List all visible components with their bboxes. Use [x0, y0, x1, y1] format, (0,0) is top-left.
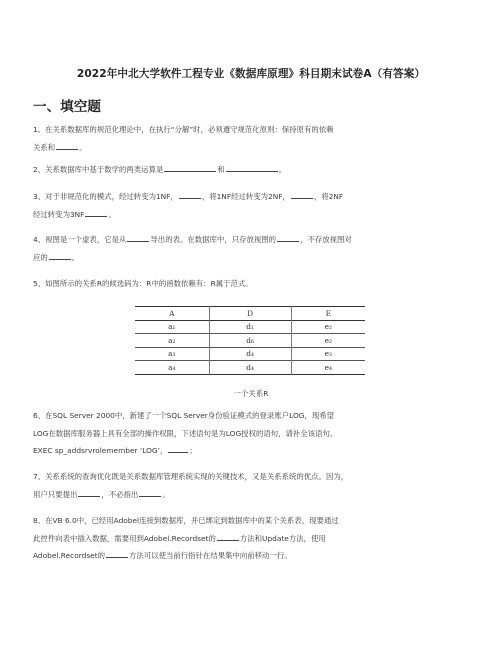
answer-blank[interactable] — [226, 162, 278, 172]
table-header-cell: A — [169, 308, 175, 318]
table-row — [135, 334, 365, 348]
table-cell: d₁ — [209, 320, 291, 334]
question-8-line-1: 8、在VB 6.0中，已经用Adobel连接到数据库，并已绑定到数据库中的某个关系表，现要通过 — [33, 516, 339, 525]
table-cell: d₄ — [209, 347, 291, 361]
question-7-line-2: 用户只要提出 ，不必指出 。 — [33, 486, 473, 504]
question-3-line-1: 3、对于非规范化的模式，经过转变为1NF， ，将1NF经过转变为2NF， ，将2NF — [33, 188, 473, 206]
question-6-line-2: LOG在数据库服务器上具有全部的操作权限，下述语句是为LOG授权的语句，请补全该语句。 — [33, 428, 338, 438]
question-5 — [33, 275, 473, 293]
question-1-line-2: 关系和 。 — [33, 139, 473, 157]
answer-blank[interactable] — [85, 207, 107, 217]
table-caption: 一个关系R — [233, 389, 269, 398]
table-row — [135, 361, 365, 375]
question-6-line-1: 6、在SQL Server 2000中，新建了一个SQL Server身份验证模式的登录账户LOG，现希望 — [33, 411, 335, 420]
question-2-line-1: 2、关系数据库中基于数学的两类运算是 和 。 — [33, 161, 473, 179]
answer-blank[interactable] — [291, 189, 313, 199]
question-4 — [33, 231, 473, 266]
answer-blank[interactable] — [179, 189, 201, 199]
question-2 — [33, 161, 473, 179]
section-heading: 一、填空题 — [33, 99, 101, 115]
table-header-cell: E — [291, 307, 365, 321]
table-header-row — [135, 307, 365, 321]
question-4-line-1: 4、视图是一个虚表，它是从 导出的表。在数据库中，只存放视图的 ，不存放视图对 — [33, 231, 473, 249]
answer-blank[interactable] — [139, 487, 161, 497]
answer-blank[interactable] — [217, 531, 239, 541]
table-cell: a₁ — [168, 322, 176, 332]
table-row — [135, 347, 365, 361]
question-5-line-1: 5、如图所示的关系R的候选码为：R中的函数依赖有：R属于范式。 — [33, 279, 253, 288]
table-cell: e₂ — [291, 320, 365, 334]
page-title: 2022年中北大学软件工程专业《数据库原理》科目期末试卷A（有答案） — [76, 68, 426, 80]
question-8-line-3: Adobel.Recordset的 方法可以使当前行指针在结果集中向前移动一行。 — [33, 547, 473, 565]
question-3-line-2: 经过转变为3NF 。 — [33, 206, 473, 224]
table-cell: e₃ — [291, 347, 365, 361]
answer-blank[interactable] — [78, 487, 100, 497]
table-row — [135, 320, 365, 334]
answer-blank[interactable] — [49, 250, 71, 260]
answer-blank[interactable] — [164, 162, 216, 172]
question-1-line-1: 1、在关系数据库的规范化理论中，在执行“分解”时，必须遵守规范化原则：保持原有的依赖 — [33, 125, 334, 134]
question-8 — [33, 512, 473, 565]
answer-blank[interactable] — [56, 140, 78, 150]
table-cell: d₆ — [209, 334, 291, 348]
question-4-line-2: 应的 。 — [33, 249, 473, 267]
answer-blank[interactable] — [168, 443, 188, 453]
table-cell: d₄ — [209, 361, 291, 375]
question-3 — [33, 188, 473, 223]
table-cell: a₃ — [168, 349, 176, 359]
answer-blank[interactable] — [106, 548, 128, 558]
table-cell: e₂ — [291, 334, 365, 348]
relation-table — [135, 306, 365, 375]
question-8-line-2: 此控件向表中插入数据，需要用到Adobel.Recordset的 方法和Update方法，使用 — [33, 530, 473, 548]
table-cell: a₄ — [168, 362, 176, 372]
answer-blank[interactable] — [277, 232, 299, 242]
table-cell: a₂ — [168, 335, 176, 345]
question-6-line-3: EXEC sp_addsrvrolemember ‘LOG’， ； — [33, 442, 473, 460]
question-7 — [33, 468, 473, 503]
question-6 — [33, 407, 473, 460]
answer-blank[interactable] — [127, 232, 149, 242]
table-header-cell: D — [209, 307, 291, 321]
question-1 — [33, 121, 473, 156]
table-cell: e₄ — [291, 361, 365, 375]
question-7-line-1: 7、关系系统的查询优化既是关系数据库管理系统实现的关键技术，又是关系系统的优点。因为， — [33, 472, 349, 481]
